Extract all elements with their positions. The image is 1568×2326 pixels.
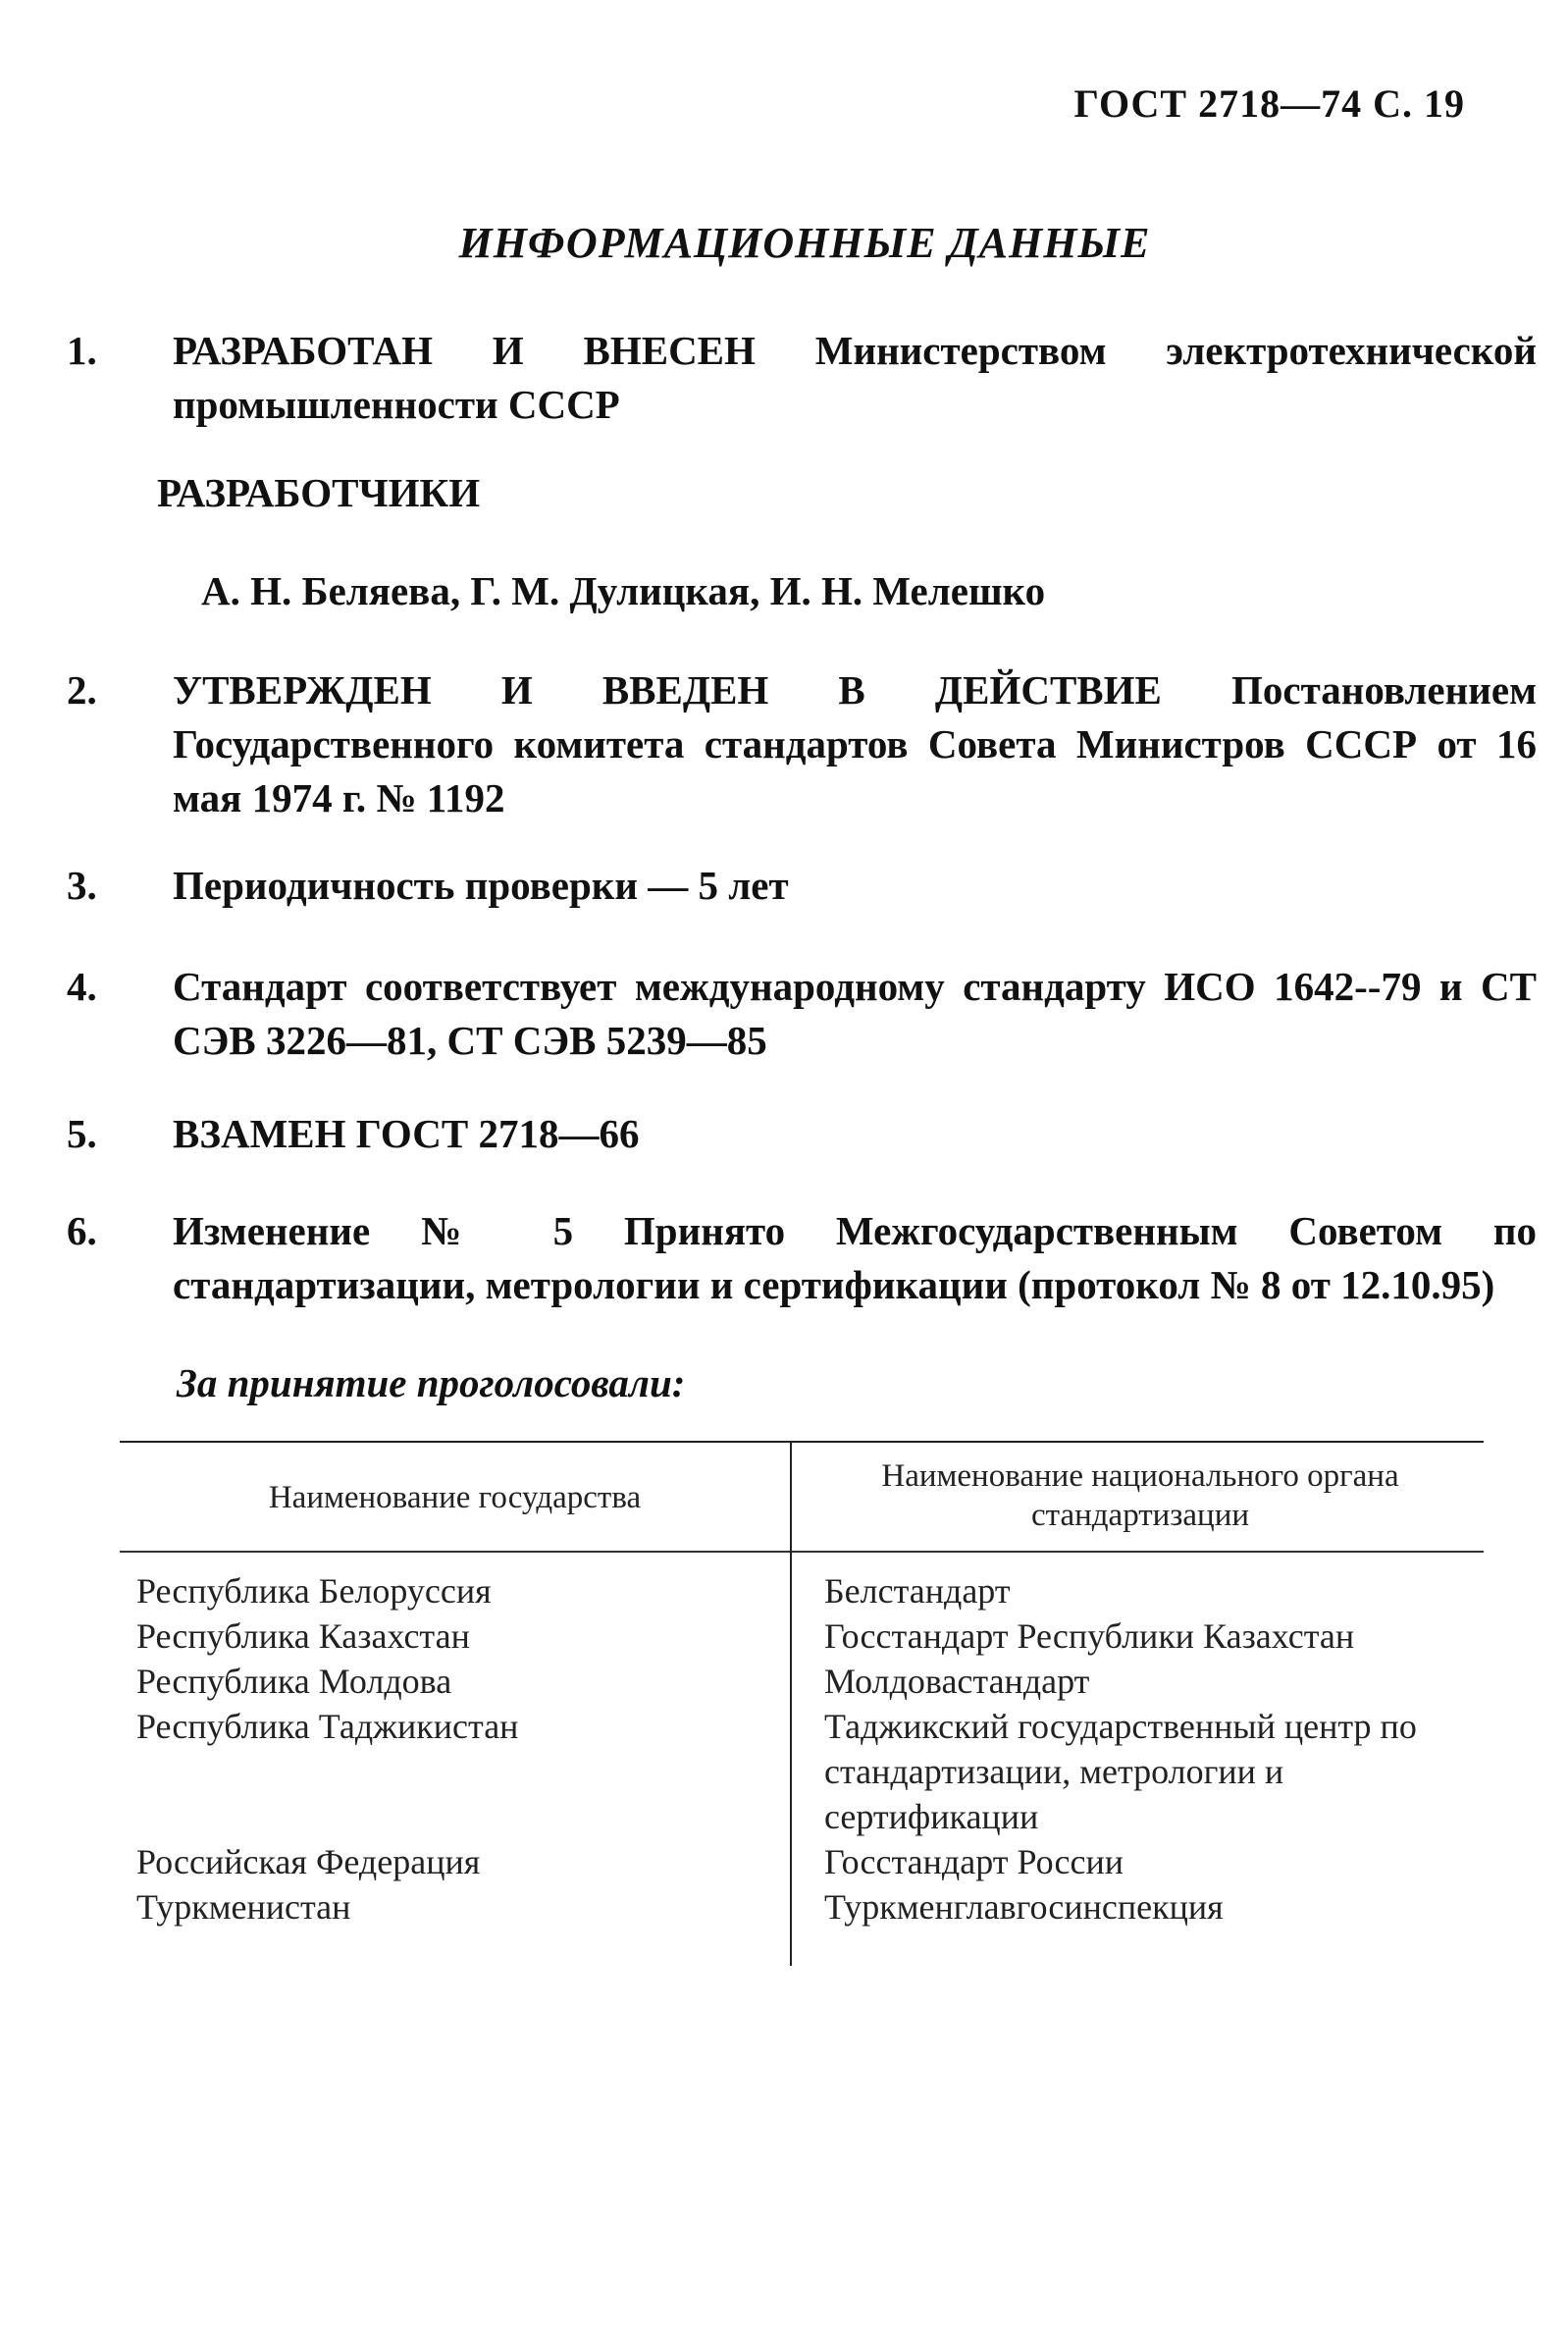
item-text: РАЗРАБОТАН И ВНЕСЕН Министерством электротехнической промышленности СССР: [173, 328, 1537, 427]
item-number: 1.: [67, 328, 97, 373]
table-top-rule: [120, 1441, 1484, 1443]
table-cell-country: Республика Таджикистан: [136, 1707, 519, 1746]
info-item-6: [67, 1204, 1537, 1312]
item-number: 3.: [67, 863, 97, 908]
developers-label: РАЗРАБОТЧИКИ: [157, 470, 481, 515]
developers-names: А. Н. Беляева, Г. М. Дулицкая, И. Н. Мелешко: [201, 568, 1046, 613]
item-number: 4.: [67, 964, 97, 1009]
info-item-3: [67, 859, 1537, 913]
table-cell-organ: Таджикский государственный центр по стандартизации, метрологии и сертификации: [824, 1707, 1417, 1836]
table-header-rule: [120, 1551, 1484, 1553]
table-cell-country: Республика Молдова: [136, 1662, 452, 1701]
item-number: 2.: [67, 667, 97, 713]
table-header-country: Наименование государства: [268, 1480, 642, 1515]
info-item-5: [67, 1107, 1537, 1161]
item-number: 6.: [67, 1208, 97, 1253]
item-text: Стандарт соответствует международному стандарту ИСО 1642--79 и СТ СЭВ 3226—81, СТ СЭВ 5239—85: [173, 964, 1537, 1063]
table-cell-country: Республика Белоруссия: [136, 1571, 492, 1611]
item-text: ВЗАМЕН ГОСТ 2718—66: [173, 1111, 640, 1156]
table-column-organs: [824, 1568, 1484, 1930]
table-column-divider: [790, 1441, 792, 1966]
item-number: 5.: [67, 1111, 97, 1156]
table-cell-organ: Белстандарт: [824, 1571, 1011, 1611]
page-header: ГОСТ 2718—74 С. 19: [1073, 81, 1465, 126]
table-header-organ: Наименование национального органа стандартизации: [881, 1458, 1399, 1533]
info-item-2: [67, 663, 1537, 825]
item-text: УТВЕРЖДЕН И ВВЕДЕН В ДЕЙСТВИЕ Постановлением Государственного комитета стандартов Совета Министров СССР от 16 мая 1974 г. № 1192: [173, 667, 1537, 820]
table-cell-organ: Госстандарт России: [824, 1842, 1124, 1881]
item-text: Изменение № 5 Принято Межгосударственным Советом по стандартизации, метрологии и сертификации (протокол № 8 от 12.10.95): [173, 1208, 1537, 1307]
item-text: Периодичность проверки — 5 лет: [173, 863, 789, 908]
document-title: ИНФОРМАЦИОННЫЕ ДАННЫЕ: [458, 219, 1151, 267]
table-cell-country: Туркменистан: [136, 1887, 351, 1927]
table-cell-organ: Госстандарт Республики Казахстан: [824, 1616, 1355, 1656]
table-cell-country: Российская Федерация: [136, 1842, 481, 1881]
info-item-4: [67, 960, 1537, 1068]
table-cell-organ: Туркменглавгосинспекция: [824, 1887, 1224, 1927]
info-item-1: [67, 324, 1537, 432]
voted-label: За принятие проголосовали:: [177, 1360, 686, 1405]
table-cell-country: Республика Казахстан: [136, 1616, 470, 1656]
table-cell-organ: Молдовастандарт: [824, 1662, 1090, 1701]
table-column-countries: [136, 1568, 774, 1930]
